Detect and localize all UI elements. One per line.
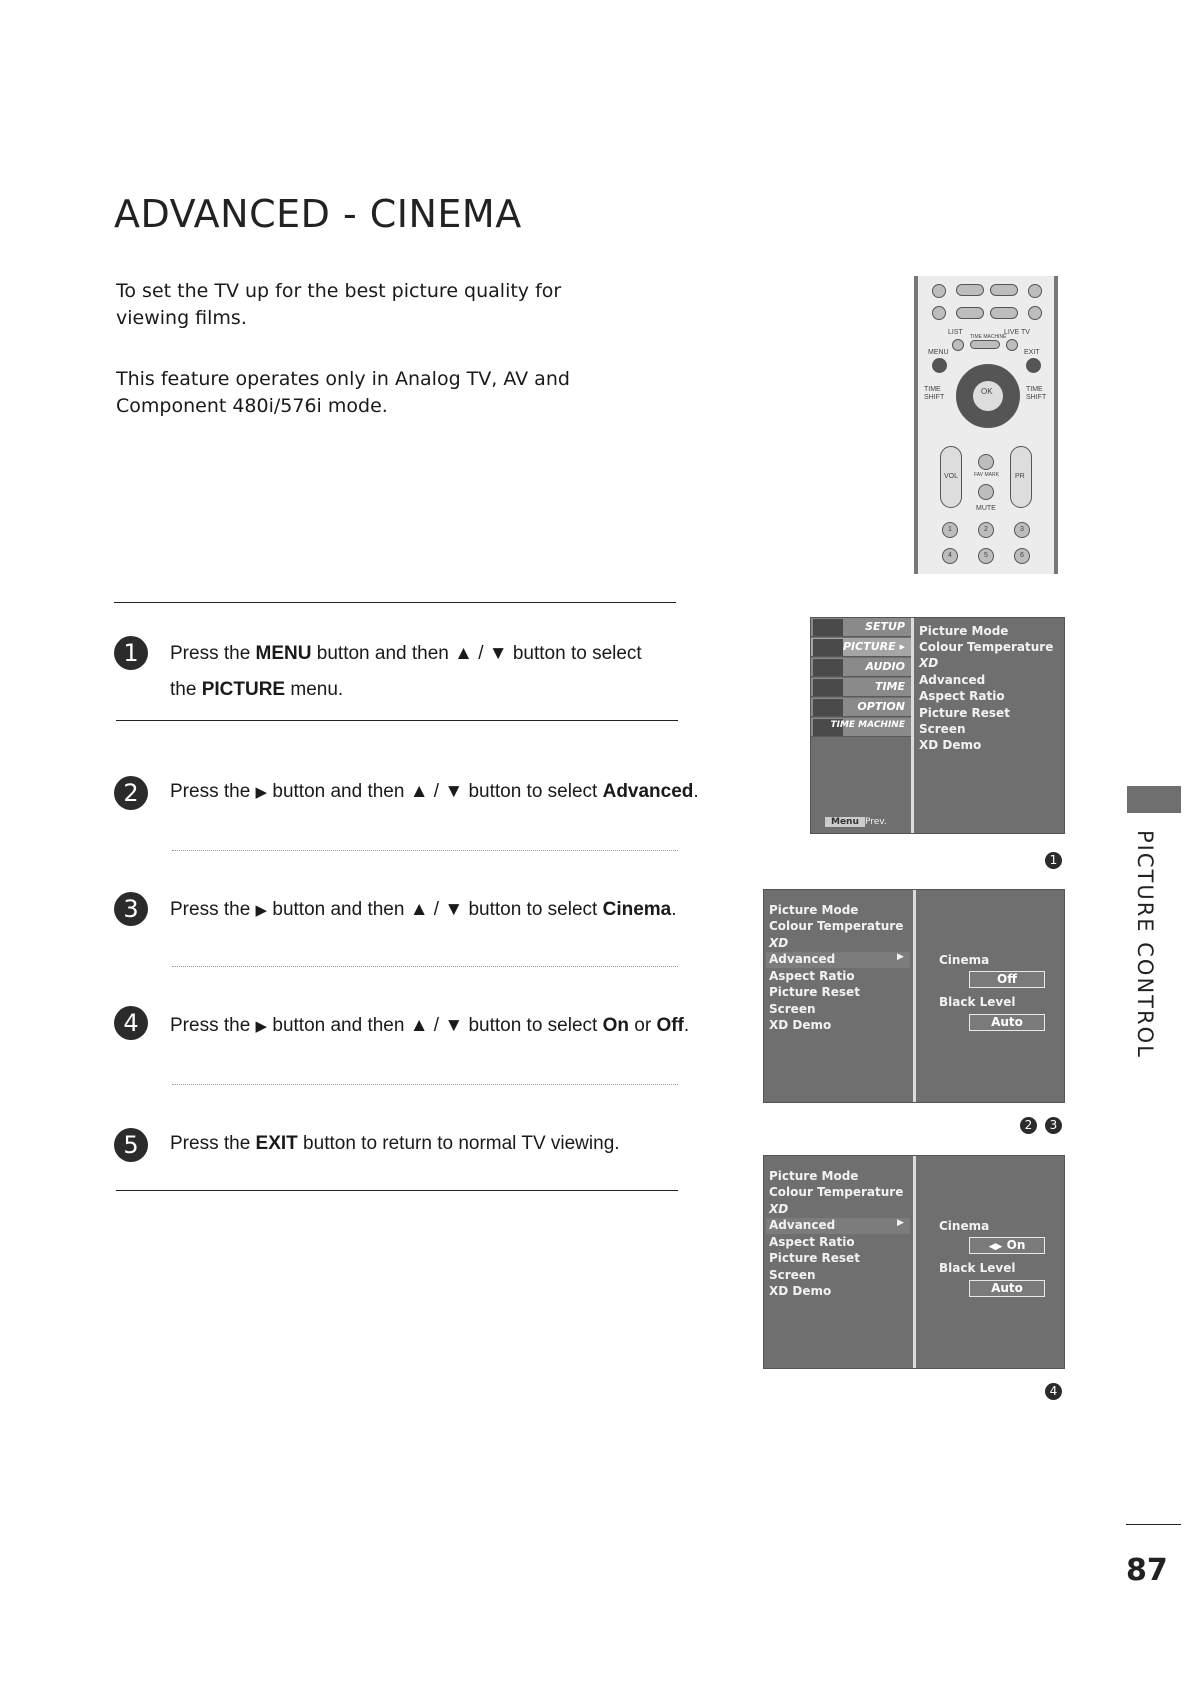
osd-item-picture-reset: Picture Reset bbox=[919, 706, 1010, 720]
osd-item-aspect-ratio: Aspect Ratio bbox=[769, 1235, 855, 1249]
record-button-icon bbox=[1028, 284, 1042, 298]
live-tv-button-icon bbox=[1006, 339, 1018, 351]
mute-button-icon bbox=[978, 484, 994, 500]
osd-item-xd: XD bbox=[769, 936, 789, 950]
osd-category-time: TIME bbox=[811, 678, 911, 697]
step-5-badge: 5 bbox=[114, 1128, 148, 1162]
left-right-arrows-icon: ◀▶ bbox=[988, 1242, 1003, 1252]
osd-cinema-label: Cinema bbox=[939, 953, 990, 967]
remote-digit-2: 2 bbox=[984, 526, 988, 533]
intro-paragraph-2: This feature operates only in Analog TV, AV and Component 480i/576i mode. bbox=[116, 368, 570, 417]
osd-item-picture-reset: Picture Reset bbox=[769, 985, 860, 999]
osd-item-aspect-ratio: Aspect Ratio bbox=[769, 969, 855, 983]
exit-button-icon bbox=[1026, 358, 1041, 373]
osd-category-setup: SETUP bbox=[811, 618, 911, 637]
fav-button-icon bbox=[978, 454, 994, 470]
remote-menu-label: MENU bbox=[928, 349, 949, 356]
osd-cinema-value: Off bbox=[969, 971, 1045, 988]
osd-separator bbox=[911, 618, 914, 833]
audio-thumbnail-icon bbox=[813, 659, 843, 676]
picture-thumbnail-icon bbox=[813, 639, 843, 656]
remote-control-illustration bbox=[914, 276, 1058, 574]
remote-mute-label: MUTE bbox=[976, 505, 996, 512]
remote-ok-label: OK bbox=[981, 387, 993, 396]
step-4-badge: 4 bbox=[114, 1006, 148, 1040]
steps-bottom-rule bbox=[116, 1190, 678, 1191]
remote-live-tv-label: LIVE TV bbox=[1004, 329, 1030, 336]
osd-item-colour-temperature: Colour Temperature bbox=[769, 1185, 904, 1199]
page-title: ADVANCED - CINEMA bbox=[114, 192, 522, 236]
osd-picture-menu bbox=[810, 617, 1065, 834]
stop-button-icon bbox=[932, 284, 946, 298]
remote-time-shift-right-label: TIME SHIFT bbox=[1026, 386, 1047, 401]
skip-back-icon bbox=[932, 306, 946, 320]
play-button-icon bbox=[956, 284, 984, 296]
osd-item-colour-temperature: Colour Temperature bbox=[769, 919, 904, 933]
remote-digit-1: 1 bbox=[948, 526, 952, 533]
intro-paragraph-1: To set the TV up for the best picture quality for viewing films. bbox=[116, 280, 562, 329]
step-4-text: Press the ▶ button and then ▲ / ▼ button to select On or Off. bbox=[170, 1015, 690, 1036]
osd-item-xd: XD bbox=[919, 656, 939, 670]
osd-category-audio: AUDIO bbox=[811, 658, 911, 677]
remote-pr-label: PR bbox=[1015, 473, 1025, 480]
osd-item-picture-mode: Picture Mode bbox=[769, 903, 859, 917]
osd-item-screen: Screen bbox=[769, 1268, 816, 1282]
page-number-rule bbox=[1126, 1524, 1181, 1525]
time-thumbnail-icon bbox=[813, 679, 843, 696]
osd-item-aspect-ratio: Aspect Ratio bbox=[919, 689, 1005, 703]
osd-separator bbox=[913, 890, 916, 1102]
osd-prev-label: Prev. bbox=[865, 817, 887, 827]
osd-item-colour-temperature: Colour Temperature bbox=[919, 640, 1054, 654]
right-arrow-icon: ▶ bbox=[255, 784, 268, 801]
time-machine-button-icon bbox=[970, 340, 1000, 349]
osd-advanced-menu-off bbox=[763, 889, 1065, 1103]
osd-2-caption-b: 3 bbox=[1045, 1117, 1062, 1134]
osd-menu-button: Menu bbox=[825, 817, 865, 827]
skip-forward-icon bbox=[1028, 306, 1042, 320]
ok-button-icon bbox=[972, 380, 1004, 412]
step-1-text: Press the MENU button and then ▲ / ▼ button to select the PICTURE menu. bbox=[170, 643, 642, 700]
step-2-badge: 2 bbox=[114, 776, 148, 810]
osd-black-level-value: Auto bbox=[969, 1014, 1045, 1031]
step-4-divider bbox=[172, 1084, 678, 1085]
osd-submenu-arrow-icon: ▶ bbox=[897, 1218, 904, 1228]
fast-forward-icon bbox=[990, 307, 1018, 319]
osd-item-picture-reset: Picture Reset bbox=[769, 1251, 860, 1265]
osd-black-level-label: Black Level bbox=[939, 1261, 1016, 1275]
remote-digit-4: 4 bbox=[948, 552, 952, 559]
osd-separator bbox=[913, 1156, 916, 1368]
step-1-badge: 1 bbox=[114, 636, 148, 670]
step-5-text: Press the EXIT button to return to normal TV viewing. bbox=[170, 1133, 620, 1154]
osd-item-xd: XD bbox=[769, 1202, 789, 1216]
steps-top-rule bbox=[114, 602, 676, 603]
osd-item-advanced: Advanced bbox=[769, 1218, 836, 1232]
remote-digit-3: 3 bbox=[1020, 526, 1024, 533]
remote-vol-label: VOL bbox=[944, 473, 959, 480]
osd-item-picture-mode: Picture Mode bbox=[919, 624, 1009, 638]
osd-item-xd-demo: XD Demo bbox=[919, 738, 982, 752]
osd-item-screen: Screen bbox=[769, 1002, 816, 1016]
section-label: PICTURE CONTROL bbox=[1133, 830, 1157, 1059]
osd-2-caption-a: 2 bbox=[1020, 1117, 1037, 1134]
step-2-divider bbox=[172, 850, 678, 851]
remote-digit-5: 5 bbox=[984, 552, 988, 559]
osd-category-option: OPTION bbox=[811, 698, 911, 717]
osd-item-xd-demo: XD Demo bbox=[769, 1284, 832, 1298]
osd-item-advanced: Advanced bbox=[919, 673, 986, 687]
step-3-divider bbox=[172, 966, 678, 967]
osd-1-caption: 1 bbox=[1045, 852, 1062, 869]
setup-thumbnail-icon bbox=[813, 619, 843, 636]
osd-black-level-label: Black Level bbox=[939, 995, 1016, 1009]
remote-list-label: LIST bbox=[948, 329, 963, 336]
step-1-rule bbox=[116, 720, 678, 721]
pause-button-icon bbox=[990, 284, 1018, 296]
remote-exit-label: EXIT bbox=[1024, 349, 1040, 356]
right-arrow-icon: ▶ bbox=[255, 902, 268, 919]
right-arrow-icon: ▶ bbox=[255, 1018, 268, 1035]
option-thumbnail-icon bbox=[813, 699, 843, 716]
osd-item-xd-demo: XD Demo bbox=[769, 1018, 832, 1032]
osd-item-advanced: Advanced bbox=[769, 952, 836, 966]
osd-advanced-menu-on bbox=[763, 1155, 1065, 1369]
osd-cinema-label: Cinema bbox=[939, 1219, 990, 1233]
remote-fav-label: FAV MARK bbox=[974, 472, 999, 478]
step-3-badge: 3 bbox=[114, 892, 148, 926]
menu-button-icon bbox=[932, 358, 947, 373]
osd-submenu-arrow-icon: ▶ bbox=[897, 952, 904, 962]
rewind-icon bbox=[956, 307, 984, 319]
section-tab bbox=[1127, 786, 1181, 813]
osd-category-time-machine: TIME MACHINE bbox=[811, 718, 911, 737]
remote-time-machine-label: TIME MACHINE bbox=[970, 334, 1007, 340]
remote-time-shift-left-label: TIME SHIFT bbox=[924, 386, 945, 401]
step-2-text: Press the ▶ button and then ▲ / ▼ button to select Advanced. bbox=[170, 781, 699, 802]
osd-category-picture: PICTURE ▸ bbox=[811, 638, 911, 657]
osd-black-level-value: Auto bbox=[969, 1280, 1045, 1297]
osd-item-screen: Screen bbox=[919, 722, 966, 736]
list-button-icon bbox=[952, 339, 964, 351]
osd-item-picture-mode: Picture Mode bbox=[769, 1169, 859, 1183]
page-number: 87 bbox=[1126, 1553, 1168, 1588]
step-3-text: Press the ▶ button and then ▲ / ▼ button to select Cinema. bbox=[170, 899, 677, 920]
osd-3-caption: 4 bbox=[1045, 1383, 1062, 1400]
osd-cinema-value: ◀▶ On bbox=[969, 1237, 1045, 1254]
remote-digit-6: 6 bbox=[1020, 552, 1024, 559]
